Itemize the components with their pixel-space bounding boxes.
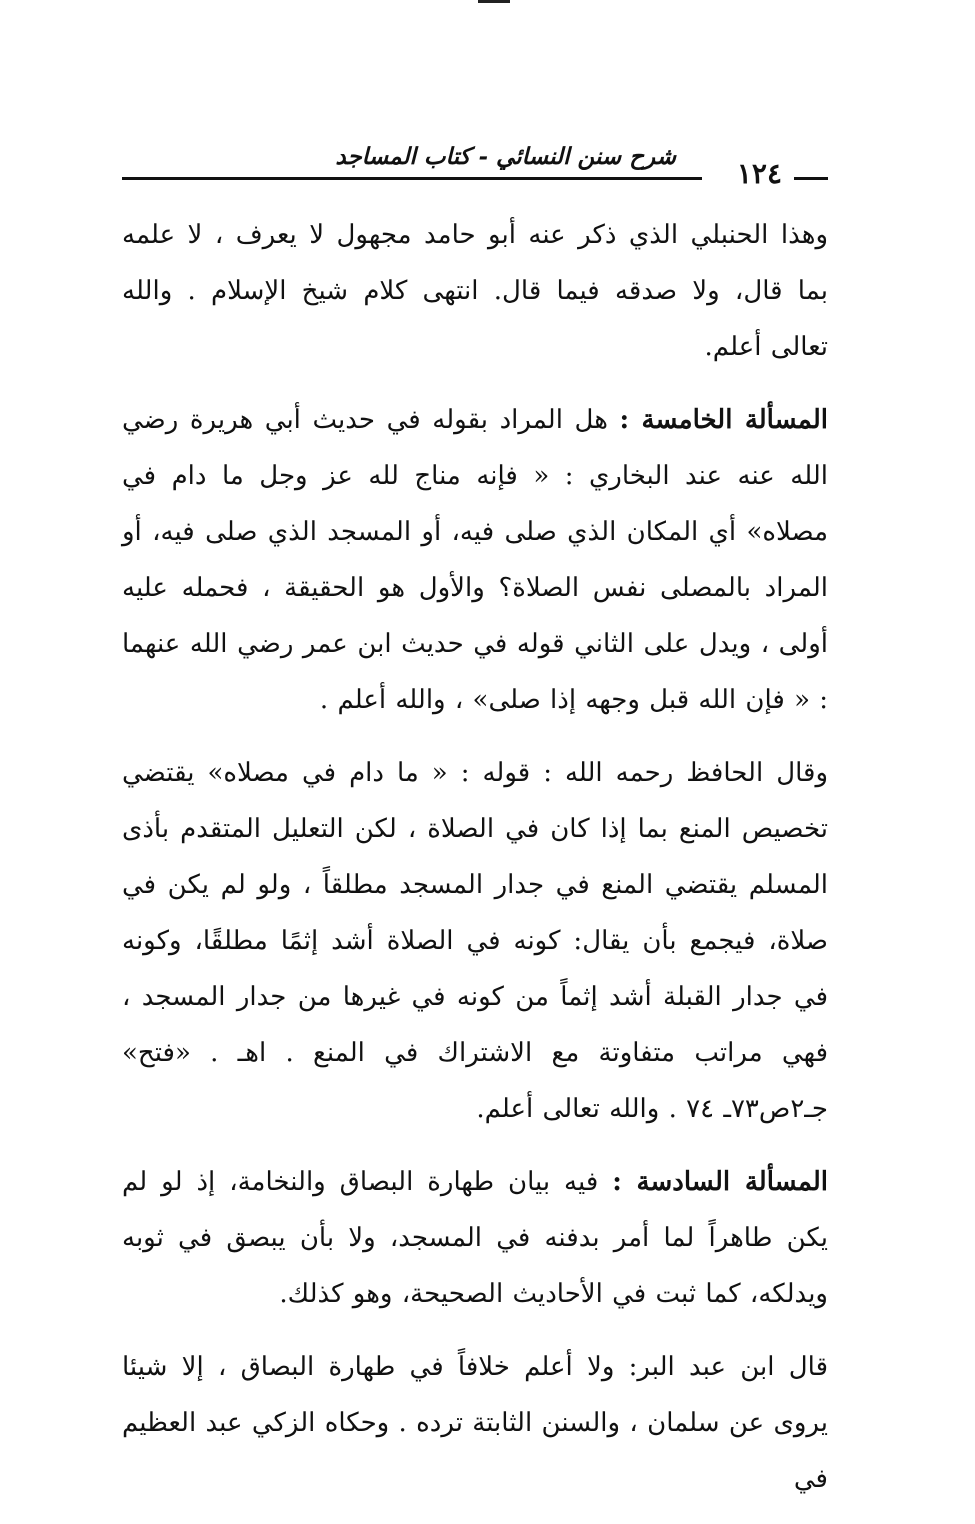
- paragraph-4: [122, 1154, 828, 1322]
- paragraph-1: [122, 207, 828, 375]
- page-number: ١٢٤: [736, 157, 782, 190]
- paragraph-text: وهذا الحنبلي الذي ذكر عنه أبو حامد مجهول لا يعرف ، لا علمه بما قال، ولا صدقه فيما قال. انتهى كلام شيخ الإسلام . والله تعالى أعلم.: [122, 220, 828, 362]
- paragraph-text: هل المراد بقوله في حديث أبي هريرة رضي الله عنه عند البخاري : « فإنه مناج لله عز وجل ما دام في مصلاه» أي المكان الذي صلى فيه، أو المسجد الذي صلى فيه، أو المراد بالمصلى نفس الصلاة؟ والأول هو الحقيقة ، فحمله عليه أولى ، ويدل على الثاني قوله في حديث ابن عمر رضي الله عنهما : « فإن الله قبل وجهه إذا صلى» ، والله أعلم .: [122, 405, 828, 715]
- paragraph-lead: المسألة الخامسة :: [619, 405, 828, 435]
- paragraph-text: وقال الحافظ رحمه الله : قوله : « ما دام في مصلاه» يقتضي تخصيص المنع بما إذا كان في الصلاة ، لكن التعليل المتقدم بأذى المسلم يقتضي المنع في جدار المسجد مطلقاً ، ولو لم يكن في صلاة، فيجمع بأن يقال: كونه في الصلاة أشد إثمًا مطلقًا، وكونه في جدار القبلة أشد إثماً من كونه في غيرها من جدار المسجد ، فهي مراتب متفاوتة مع الاشتراك في المنع . اهـ . «فتح» جـ٢ص٧٣ـ ٧٤ . والله تعالى أعلم.: [122, 758, 828, 1124]
- paragraph-lead: المسألة السادسة :: [612, 1167, 829, 1197]
- paragraph-text: فيه بيان طهارة البصاق والنخامة، إذ لو لم يكن طاهراً لما أمر بدفنه في المسجد، ولا بأن يبصق في ثوبه ويدلكه، كما ثبت في الأحاديث الصحيحة، وهو كذلك.: [122, 1167, 828, 1309]
- running-title: شرح سنن النسائي - كتاب المساجد: [335, 143, 676, 170]
- top-edge-mark: [478, 0, 510, 3]
- page-number-dash: [794, 177, 828, 180]
- header-rule: [122, 177, 702, 180]
- paragraph-text: قال ابن عبد البر: ولا أعلم خلافاً في طهارة البصاق ، إلا شيئا يروى عن سلمان ، والسنن الثابتة ترده . وحكاه الزكي عبد العظيم في: [122, 1352, 828, 1494]
- paragraph-2: [122, 392, 828, 728]
- page-header: [122, 143, 828, 191]
- paragraph-3: [122, 745, 828, 1137]
- page-body: [122, 207, 828, 1524]
- paragraph-5: [122, 1339, 828, 1507]
